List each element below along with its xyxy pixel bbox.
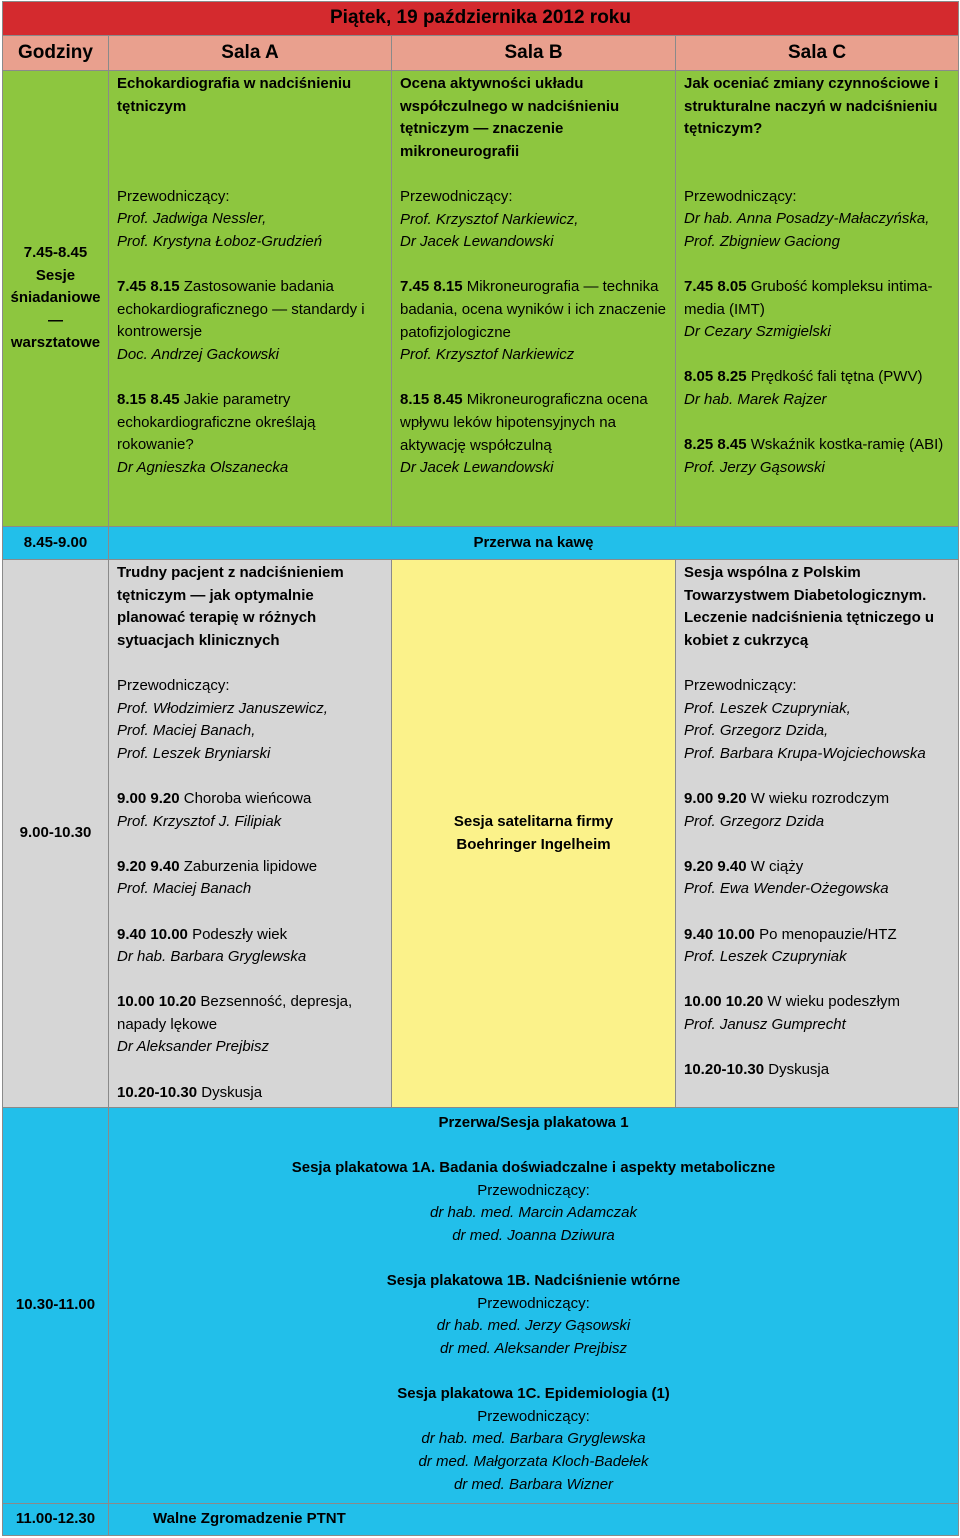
chair-name: dr med. Joanna Dziwura: [452, 1226, 615, 1244]
talk-title: Zaburzenia lipidowe: [179, 857, 318, 875]
talk-title: Choroba wieńcowa: [179, 789, 312, 807]
col-header-sala-b: Sala B: [392, 36, 676, 71]
talk-title: Jakie parametry echokardiograficzne określają rokowanie?: [117, 390, 316, 454]
session-type-label: warsztatowe: [10, 334, 101, 352]
chair-name: dr hab. med. Barbara Gryglewska: [421, 1430, 646, 1448]
talk: [117, 991, 383, 1036]
talk-time: 7.45 8.05: [684, 277, 747, 295]
chair-name: Prof. Barbara Krupa-Wojciechowska: [684, 744, 926, 762]
talk-speaker: Prof. Krzysztof J. Filipiak: [117, 812, 282, 830]
session-type-dash: —: [48, 311, 63, 329]
talk-time: 9.00 9.20: [684, 789, 747, 807]
talk-time: 7.45 8.15: [117, 277, 180, 295]
session-cell-sala-c: [676, 71, 959, 527]
poster-session-title: Sesja plakatowa 1C. Epidemiologia (1): [397, 1385, 670, 1403]
session-cell-sala-b: [392, 71, 676, 527]
chair-name: Prof. Krzysztof Narkiewicz,: [400, 210, 579, 228]
col-header-hours: Godziny: [3, 36, 109, 71]
talk-time: 9.40 10.00: [684, 925, 755, 943]
talk: [400, 389, 667, 457]
discussion: [684, 1059, 950, 1082]
talk-time: 8.15 8.45: [400, 391, 463, 409]
chair-name: dr hab. med. Marcin Adamczak: [429, 1204, 638, 1222]
time-cell: [3, 71, 109, 527]
talk-title: Po menopauzie/HTZ: [754, 925, 897, 943]
general-assembly-label: Walne Zgromadzenie PTNT: [109, 1504, 959, 1536]
talk-speaker: Prof. Krzysztof Narkiewicz: [400, 346, 575, 364]
chair-label: Przewodniczący:: [477, 1294, 590, 1312]
talk: [684, 434, 950, 457]
talk-title: Grubość kompleksu intima-media (IMT): [684, 277, 933, 318]
poster-session-cell: [109, 1108, 959, 1504]
talk-title: W ciąży: [746, 857, 804, 875]
talk: [684, 856, 950, 879]
col-header-sala-a: Sala A: [109, 36, 392, 71]
talk-speaker: Dr Aleksander Prejbisz: [117, 1038, 269, 1056]
satellite-session-cell: [392, 560, 676, 1108]
talk-title: W wieku rozrodczym: [746, 789, 890, 807]
talk-time: 10.00 10.20: [684, 993, 764, 1011]
discussion: [117, 1082, 383, 1105]
header-row: [3, 36, 959, 71]
session-cell-sala-a: [109, 71, 392, 527]
session-title: Sesja wspólna z Polskim Towarzystwem Diabetologicznym. Leczenie nadciśnienia tętniczego u kobiet z cukrzycą: [684, 564, 935, 649]
talk-time: 9.40 10.00: [117, 925, 188, 943]
col-header-sala-c: Sala C: [676, 36, 959, 71]
chair-name: Prof. Krystyna Łoboz-Grudzień: [117, 232, 323, 250]
chair-name: Dr Jacek Lewandowski: [400, 233, 554, 251]
coffee-break-label: Przerwa na kawę: [109, 527, 959, 560]
page-title: Piątek, 19 października 2012 roku: [3, 2, 959, 36]
chair-name: dr med. Aleksander Prejbisz: [439, 1339, 628, 1357]
title-row: [3, 2, 959, 36]
talk: [684, 276, 950, 321]
talk: [117, 389, 383, 457]
session-title: Ocena aktywności układu współczulnego w nadciśnieniu tętniczym — znaczenie mikroneurografii: [400, 75, 620, 160]
talk-speaker: Prof. Maciej Banach: [117, 880, 252, 898]
session-row-breakfast: [3, 71, 959, 527]
talk-speaker: Dr Agnieszka Olszanecka: [117, 458, 289, 476]
talk-time: 10.20-10.30: [117, 1083, 198, 1101]
talk-time: 8.15 8.45: [117, 390, 180, 408]
general-assembly-row: [3, 1504, 959, 1536]
chair-name: Dr hab. Anna Posadzy-Małaczyńska,: [684, 210, 930, 228]
coffee-break-row: [3, 527, 959, 560]
talk-title: Dyskusja: [197, 1083, 263, 1101]
time-label: 8.45-9.00: [3, 527, 109, 560]
talk-time: 10.20-10.30: [684, 1061, 765, 1079]
talk-speaker: Dr Jacek Lewandowski: [400, 459, 554, 477]
talk-time: 9.20 9.40: [684, 857, 747, 875]
talk-speaker: Dr hab. Barbara Gryglewska: [117, 948, 307, 966]
poster-session-heading: Przerwa/Sesja plakatowa 1: [438, 1114, 629, 1131]
schedule-table: [2, 1, 959, 1536]
talk-title: Mikroneurografia — technika badania, ocena wyników i ich znaczenie patofizjologiczne: [400, 278, 666, 341]
session-title: Echokardiografia w nadciśnieniu tętniczym: [117, 75, 352, 115]
session-cell-sala-a: [109, 560, 392, 1108]
satellite-session-title: Sesja satelitarna firmy: [453, 812, 614, 830]
talk-title: Dyskusja: [764, 1061, 830, 1079]
satellite-session-sponsor: Boehringer Ingelheim: [456, 835, 611, 853]
talk-speaker: Doc. Andrzej Gackowski: [117, 345, 279, 363]
talk: [117, 856, 383, 879]
session-type-label: Sesje: [35, 266, 76, 284]
talk-speaker: Prof. Grzegorz Dzida: [684, 812, 825, 830]
talk-time: 8.05 8.25: [684, 368, 747, 386]
chair-name: Prof. Leszek Czupryniak,: [684, 699, 851, 717]
session-type-label: śniadaniowe: [10, 289, 101, 307]
chair-name: Prof. Zbigniew Gaciong: [684, 232, 840, 250]
chair-label: Przewodniczący:: [684, 676, 797, 694]
talk-title: W wieku podeszłym: [763, 993, 900, 1011]
talk-time: 7.45 8.15: [400, 278, 463, 296]
chair-label: Przewodniczący:: [117, 187, 230, 205]
talk: [684, 366, 950, 389]
time-label: 11.00-12.30: [3, 1504, 109, 1536]
chair-name: Prof. Grzegorz Dzida,: [684, 722, 829, 740]
talk-speaker: Prof. Leszek Czupryniak: [684, 948, 847, 966]
chair-label: Przewodniczący:: [477, 1181, 590, 1199]
chair-name: Prof. Włodzimierz Januszewicz,: [117, 699, 328, 717]
time-label: 7.45-8.45: [23, 244, 88, 262]
talk-speaker: Prof. Janusz Gumprecht: [684, 1015, 846, 1033]
chair-label: Przewodniczący:: [684, 187, 797, 205]
chair-name: dr hab. med. Jerzy Gąsowski: [436, 1317, 631, 1335]
chair-name: Prof. Maciej Banach,: [117, 722, 256, 740]
talk-title: Wskaźnik kostka-ramię (ABI): [746, 436, 944, 454]
chair-name: Prof. Jadwiga Nessler,: [117, 210, 267, 228]
poster-session-row: [3, 1108, 959, 1504]
chair-name: dr med. Barbara Wizner: [453, 1475, 614, 1493]
chair-name: dr med. Małgorzata Kloch-Badełek: [418, 1452, 649, 1470]
chair-name: Prof. Leszek Bryniarski: [117, 744, 271, 762]
talk: [117, 276, 383, 344]
talk-speaker: Dr hab. Marek Rajzer: [684, 390, 827, 408]
talk-title: Podeszły wiek: [187, 925, 288, 943]
session-cell-sala-c: [676, 560, 959, 1108]
chair-label: Przewodniczący:: [400, 187, 513, 205]
talk-time: 9.00 9.20: [117, 789, 180, 807]
talk-speaker: Prof. Jerzy Gąsowski: [684, 458, 825, 476]
talk-title: Bezsenność, depresja, napady lękowe: [117, 993, 353, 1033]
talk: [684, 924, 950, 947]
poster-session-title: Sesja plakatowa 1A. Badania doświadczalne i aspekty metaboliczne: [291, 1159, 776, 1177]
talk-time: 9.20 9.40: [117, 857, 180, 875]
talk: [117, 788, 383, 811]
chair-label: Przewodniczący:: [477, 1407, 590, 1425]
talk: [400, 276, 667, 344]
talk: [117, 924, 383, 947]
session-title: Jak oceniać zmiany czynnościowe i strukturalne naczyń w nadciśnieniu tętniczym?: [684, 75, 939, 138]
talk-title: Mikroneurograficzna ocena wpływu leków hipotensyjnych na aktywację współczulną: [400, 391, 648, 454]
talk-title: Zastosowanie badania echokardiograficznego — standardy i kontrowersje: [117, 277, 365, 341]
talk-speaker: Prof. Ewa Wender-Ożegowska: [684, 880, 889, 898]
talk: [684, 991, 950, 1014]
chair-label: Przewodniczący:: [117, 676, 230, 694]
talk: [684, 788, 950, 811]
talk-speaker: Dr Cezary Szmigielski: [684, 323, 831, 341]
session-title: Trudny pacjent z nadciśnieniem tętniczym — jak optymalnie planować terapię w różnych sytuacjach klinicznych: [117, 564, 344, 649]
session-row-main: [3, 560, 959, 1108]
talk-title: Prędkość fali tętna (PWV): [746, 368, 923, 386]
talk-time: 10.00 10.20: [117, 993, 197, 1011]
time-label: 9.00-10.30: [3, 560, 109, 1108]
poster-session-title: Sesja plakatowa 1B. Nadciśnienie wtórne: [386, 1272, 681, 1290]
talk-time: 8.25 8.45: [684, 436, 747, 454]
time-label: 10.30-11.00: [3, 1108, 109, 1504]
